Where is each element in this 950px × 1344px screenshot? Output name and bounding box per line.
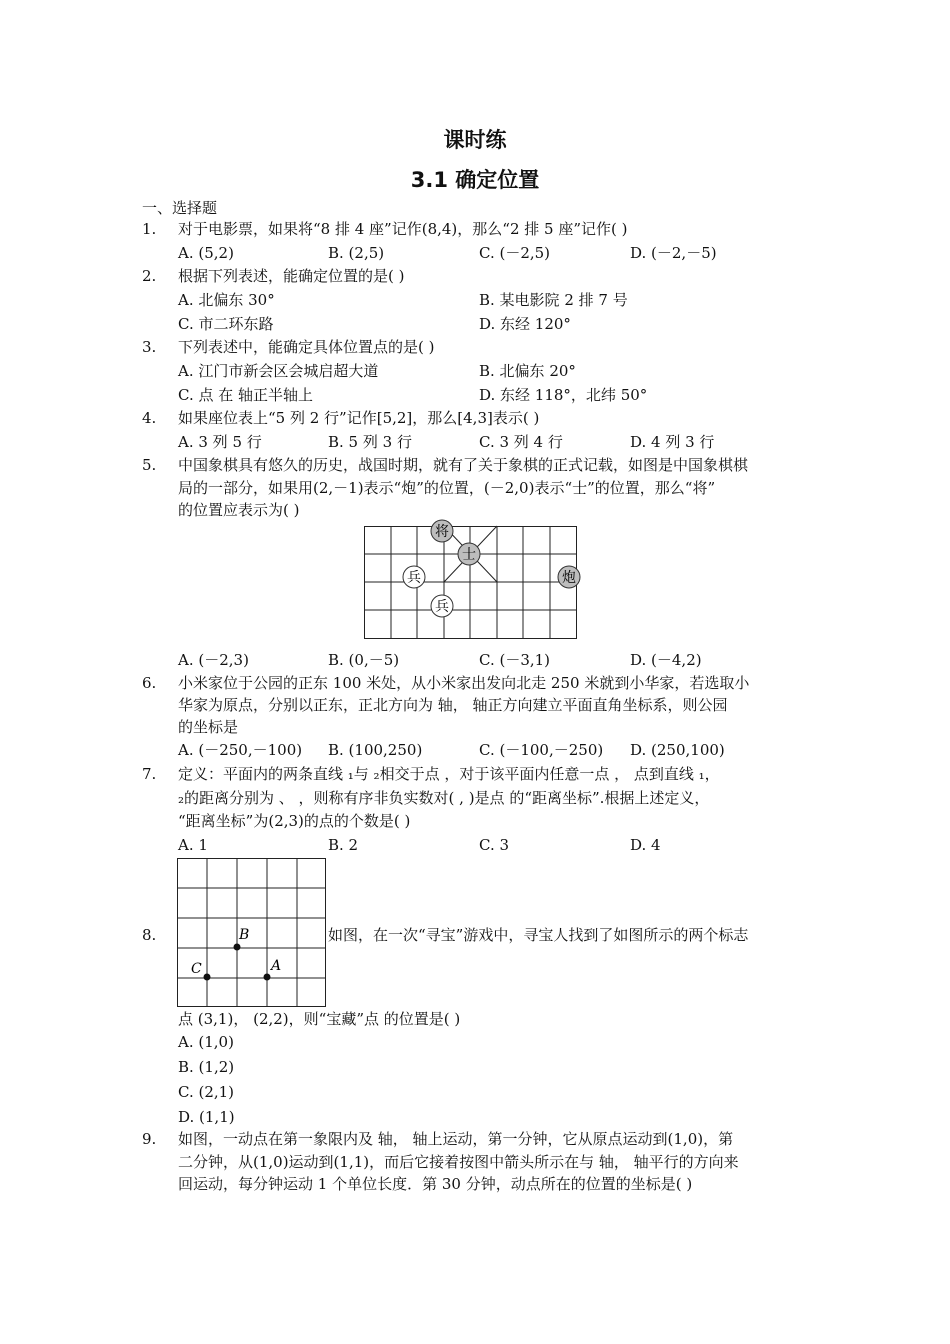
option-d: D. 4 (630, 836, 661, 854)
label-c: C (191, 961, 202, 977)
option-d: D. (250,100) (630, 741, 725, 759)
label-a: A (271, 958, 282, 974)
piece-pao (558, 566, 580, 588)
piece-label: 兵 (435, 599, 449, 615)
option-a: A. (－2,3) (178, 651, 249, 669)
option-d: D. (1,1) (178, 1108, 235, 1126)
option-b: B. 北偏东 20° (479, 362, 576, 380)
option-c: C. 3 列 4 行 (479, 433, 563, 451)
option-d: D. 东经 120° (479, 315, 571, 333)
option-d: D. 4 列 3 行 (630, 433, 715, 451)
page-subtitle: 3.1 确定位置 (410, 168, 540, 192)
question-number: 2. (142, 267, 157, 285)
piece-bing-bottom (431, 595, 453, 617)
piece-bing-left (403, 566, 425, 588)
option-d: D. 东经 118°，北纬 50° (479, 386, 648, 404)
question-text: 如果座位表上“5 列 2 行”记作[5,2]，那么[4,3]表示( ) (178, 409, 540, 427)
piece-label: 将 (435, 524, 449, 540)
option-b: B. 某电影院 2 排 7 号 (479, 291, 628, 309)
question-text-line: “距离坐标”为(2,3)的点的个数是( ) (178, 812, 411, 830)
option-c: C. 市二环东路 (178, 315, 274, 333)
question-number: 8. (142, 926, 157, 944)
grid-lines (177, 858, 326, 1007)
option-a: A. 1 (178, 836, 208, 854)
option-b: B. 5 列 3 行 (328, 433, 412, 451)
piece-label: 炮 (562, 570, 576, 586)
option-d: D. (－2,－5) (630, 244, 717, 262)
point-a (264, 974, 271, 981)
label-b: B (239, 927, 250, 943)
question-text-line: ₂的距离分别为 、 ，则称有序非负实数对( , )是点 的“距离坐标”.根据上述定义， (178, 789, 710, 807)
option-c: C. (－3,1) (479, 651, 551, 669)
question-text-line: 中国象棋具有悠久的历史，战国时期，就有了关于象棋的正式记载，如图是中国象棋棋 (178, 456, 749, 474)
option-d: D. (－4,2) (630, 651, 702, 669)
option-a: A. (5,2) (178, 244, 234, 262)
option-b: B. (0,－5) (328, 651, 400, 669)
option-a: A. 3 列 5 行 (178, 433, 262, 451)
question-text: 对于电影票，如果将“8 排 4 座”记作(8,4)，那么“2 排 5 座”记作( ) (178, 220, 628, 238)
option-a: A. (－250,－100) (178, 741, 303, 759)
option-b: B. (2,5) (328, 244, 385, 262)
option-c: C. 点 在 轴正半轴上 (178, 386, 314, 404)
point-b (234, 944, 241, 951)
question-number: 3. (142, 338, 157, 356)
piece-shi (458, 543, 480, 565)
question-number: 6. (142, 674, 157, 692)
option-a: A. (1,0) (178, 1033, 234, 1051)
option-a: A. 北偏东 30° (178, 291, 275, 309)
question-text-line: 点 (3,1)， (2,2)，则“宝藏”点 的位置是( ) (178, 1010, 461, 1028)
chess-board-figure (364, 518, 578, 642)
option-c: C. (－2,5) (479, 244, 551, 262)
treasure-grid-figure (177, 858, 327, 1008)
page-title: 课时练 (443, 128, 507, 152)
piece-jiang (431, 520, 453, 542)
option-c: C. (－100,－250) (479, 741, 604, 759)
question-text-line: 局的一部分，如果用(2,－1)表示“炮”的位置，(－2,0)表示“士”的位置，那么“将” (178, 479, 716, 497)
question-text-line: 华家为原点，分别以正东，正北方向为 轴， 轴正方向建立平面直角坐标系，则公园 (178, 696, 728, 714)
question-text-line: 如图，一动点在第一象限内及 轴， 轴上运动，第一分钟，它从原点运动到(1,0)，第 (178, 1130, 734, 1148)
question-text-line: 定义：平面内的两条直线 ₁与 ₂相交于点 ，对于该平面内任意一点 ， 点到直线 ₁， (178, 765, 720, 783)
question-text: 下列表述中，能确定具体位置点的是( ) (178, 338, 435, 356)
question-number: 1. (142, 220, 157, 238)
question-text-line: 的位置应表示为( ) (178, 501, 300, 519)
question-number: 9. (142, 1130, 157, 1148)
question-number: 5. (142, 456, 157, 474)
option-b: B. (1,2) (178, 1058, 235, 1076)
question-text-line: 小米家位于公园的正东 100 米处，从小米家出发向北走 250 米就到小华家，若选取小 (178, 674, 750, 692)
question-text-line: 二分钟，从(1,0)运动到(1,1)，而后它接着按图中箭头所示在与 轴， 轴平行的方向来 (178, 1153, 739, 1171)
question-text-line: 如图，在一次“寻宝”游戏中，寻宝人找到了如图所示的两个标志 (328, 926, 749, 944)
question-text-line: 的坐标是 (178, 718, 239, 736)
option-b: B. (100,250) (328, 741, 423, 759)
option-a: A. 江门市新会区会城启超大道 (178, 362, 379, 380)
piece-label: 士 (462, 547, 476, 563)
point-c (204, 974, 211, 981)
option-c: C. (2,1) (178, 1083, 235, 1101)
question-text: 根据下列表述，能确定位置的是( ) (178, 267, 405, 285)
section-heading: 一、选择题 (142, 199, 218, 217)
question-number: 4. (142, 409, 157, 427)
question-text-line: 回运动，每分钟运动 1 个单位长度．第 30 分钟，动点所在的位置的坐标是( ) (178, 1175, 693, 1193)
option-b: B. 2 (328, 836, 359, 854)
option-c: C. 3 (479, 836, 510, 854)
piece-label: 兵 (407, 570, 421, 586)
question-number: 7. (142, 765, 157, 783)
